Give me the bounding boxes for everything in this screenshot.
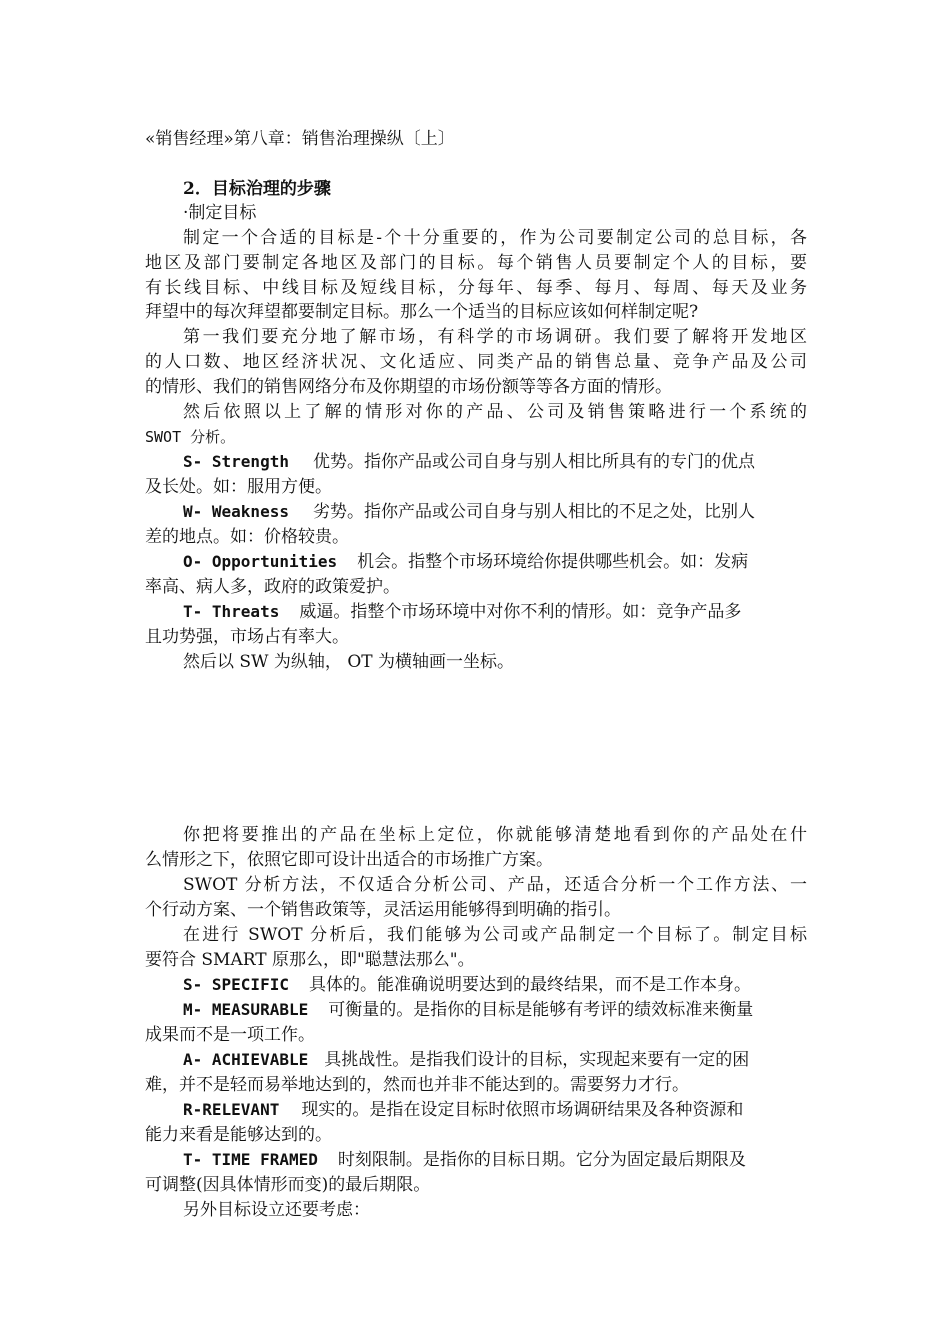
paragraph-line: 在进行 SWOT 分析后，我们能够为公司或产品制定一个目标了。制定目标 xyxy=(183,925,807,945)
paragraph-line: 个行动方案、一个销售政策等，灵活运用能够得到明确的指引。 xyxy=(145,900,621,920)
smart-text: 时刻限制。是指你的目标日期。它分为固定最后期限及 xyxy=(337,1150,746,1170)
swot-item-cont: 率高、病人多，政府的政策爱护。 xyxy=(145,577,400,597)
paragraph-line: 然后依照以上了解的情形对你的产品、公司及销售策略进行一个系统的 xyxy=(183,402,807,422)
swot-item-cont: 且功势强，市场占有率大。 xyxy=(145,627,349,647)
swot-text: 劣势。指你产品或公司自身与别人相比的不足之处，比别人 xyxy=(312,502,755,522)
axis-line: 然后以 SW 为纵轴， OT 为横轴画一坐标。 xyxy=(183,652,515,672)
swot-term: T- Threats xyxy=(183,602,280,621)
swot-item-weakness xyxy=(145,500,807,524)
smart-item-relevant xyxy=(145,1098,807,1122)
swot-term: S- Strength xyxy=(183,452,289,471)
swot-item-cont: 差的地点。如：价格较贵。 xyxy=(145,527,349,547)
paragraph-line: 制定一个合适的目标是-个十分重要的，作为公司要制定公司的总目标，各 xyxy=(183,228,807,248)
paragraph-line: 要符合 SMART 原那么，即"聪慧法那么"。 xyxy=(145,950,475,970)
smart-term: T- TIME FRAMED xyxy=(183,1150,318,1169)
smart-item-achievable xyxy=(145,1048,807,1072)
smart-term: A- ACHIEVABLE xyxy=(183,1050,309,1069)
smart-item-time-framed xyxy=(145,1148,807,1172)
smart-item-cont: 可调整(因具体情形而变)的最后期限。 xyxy=(145,1175,431,1195)
swot-item-strength xyxy=(145,450,807,474)
smart-term: S- SPECIFIC xyxy=(183,975,289,994)
paragraph-line: 的人口数、地区经济状况、文化适应、同类产品的销售总量、竞争产品及公司 xyxy=(145,352,807,372)
smart-term: R-RELEVANT xyxy=(183,1100,280,1119)
swot-text: 机会。指整个市场环境给你提供哪些机会。如：发病 xyxy=(357,552,749,572)
swot-text: 威逼。指整个市场环境中对你不利的情形。如：竞争产品多 xyxy=(299,602,742,622)
swot-text: 优势。指你产品或公司自身与别人相比所具有的专门的优点 xyxy=(312,452,755,472)
smart-text: 现实的。是指在设定目标时依照市场调研结果及各种资源和 xyxy=(301,1100,744,1120)
swot-item-opportunities xyxy=(145,550,807,574)
swot-term: O- Opportunities xyxy=(183,552,338,571)
chapter-title: «销售经理»第八章：销售治理操纵〔上〕 xyxy=(145,129,455,149)
smart-text: 可衡量的。是指你的目标是能够有考评的绩效标准来衡量 xyxy=(328,1000,754,1020)
smart-item-measurable xyxy=(145,998,807,1022)
paragraph-line: 么情形之下，依照它即可设计出适合的市场推广方案。 xyxy=(145,850,553,870)
smart-item-cont: 成果而不是一项工作。 xyxy=(145,1025,315,1045)
paragraph-line: 你把将要推出的产品在坐标上定位，你就能够清楚地看到你的产品处在什 xyxy=(183,825,807,845)
smart-item-cont: 难，并不是轻而易举地达到的，然而也并非不能达到的。需要努力才行。 xyxy=(145,1075,689,1095)
last-line: 另外目标设立还要考虑： xyxy=(183,1200,370,1220)
smart-item-cont: 能力来看是能够达到的。 xyxy=(145,1125,332,1145)
smart-text: 具挑战性。是指我们设计的目标，实现起来要有一定的困 xyxy=(324,1050,750,1070)
section-heading: 2．目标治理的步骤 xyxy=(183,179,331,199)
paragraph-line: SWOT 分析。 xyxy=(145,428,236,446)
smart-term: M- MEASURABLE xyxy=(183,1000,309,1019)
paragraph-line: 有长线目标、中线目标及短线目标，分每年、每季、每月、每周、每天及业务 xyxy=(145,278,807,298)
smart-text: 具体的。能准确说明要达到的最终结果，而不是工作本身。 xyxy=(308,975,751,995)
paragraph-line: 的情形、我们的销售网络分布及你期望的市场份额等等各方面的情形。 xyxy=(145,377,672,397)
swot-item-threats xyxy=(145,600,807,624)
smart-item-specific xyxy=(145,973,807,997)
swot-term: W- Weakness xyxy=(183,502,289,521)
paragraph-line: 第一我们要充分地了解市场，有科学的市场调研。我们要了解将开发地区 xyxy=(183,327,807,347)
paragraph-line: 拜望中的每次拜望都要制定目标。那么一个适当的目标应该如何样制定呢? xyxy=(145,302,699,322)
paragraph-line: 地区及部门要制定各地区及部门的目标。每个销售人员要制定个人的目标，要 xyxy=(145,253,807,273)
bullet-item: ·制定目标 xyxy=(183,203,257,223)
swot-item-cont: 及长处。如：服用方便。 xyxy=(145,477,332,497)
paragraph-line: SWOT 分析方法，不仅适合分析公司、产品，还适合分析一个工作方法、一 xyxy=(183,875,807,895)
